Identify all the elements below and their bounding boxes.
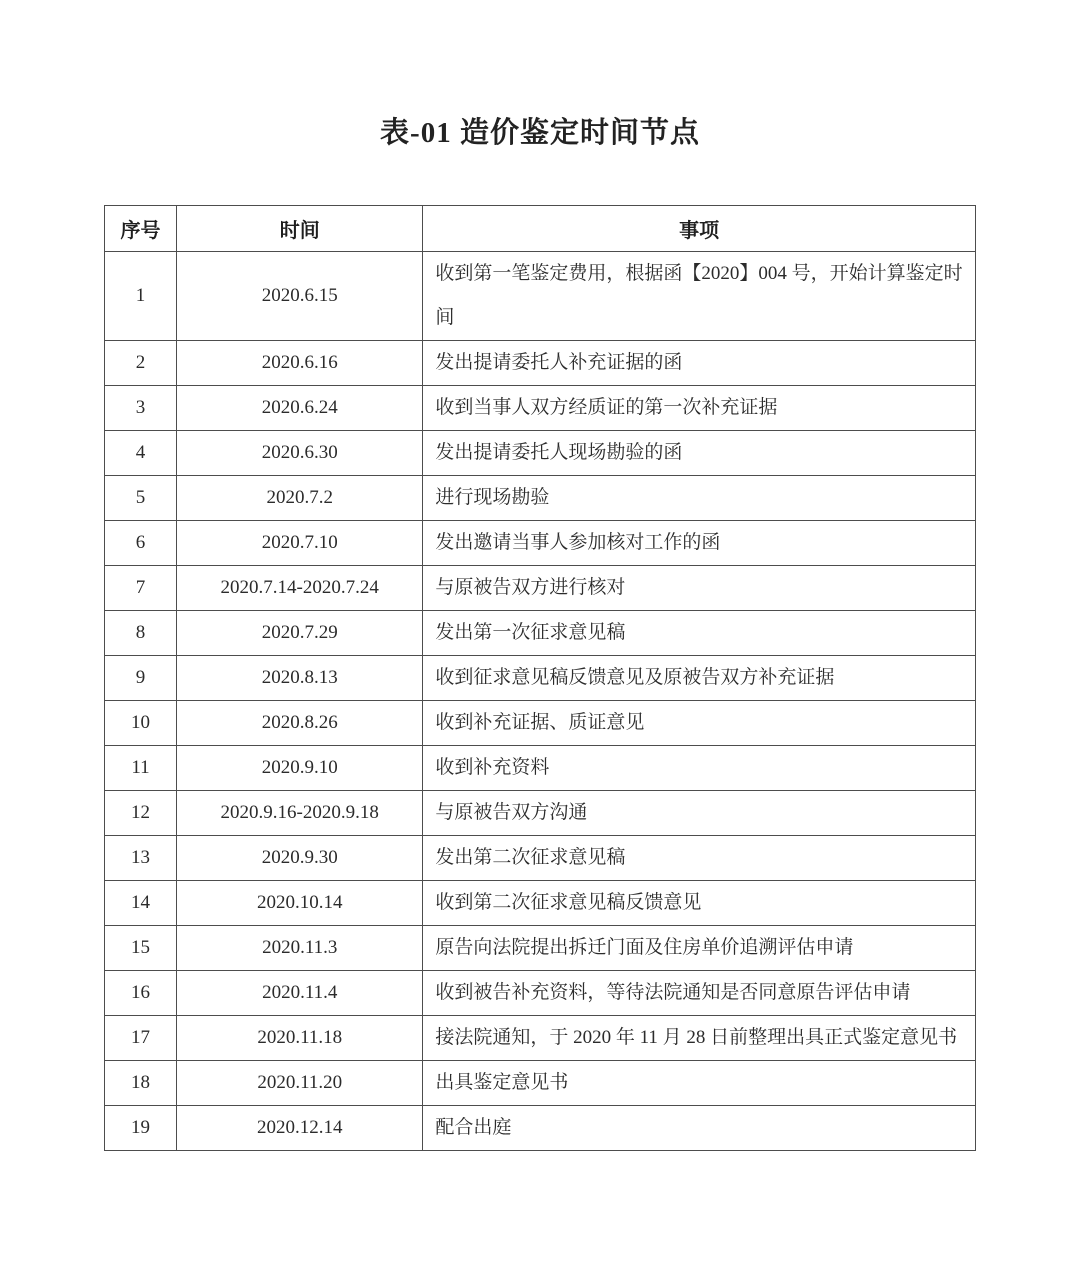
- row-serial-number: 8: [105, 611, 177, 656]
- row-serial-number: 3: [105, 386, 177, 431]
- table-row: [105, 926, 976, 971]
- table-row: [105, 836, 976, 881]
- table-row: [105, 1016, 976, 1061]
- row-time: 2020.6.24: [177, 386, 423, 431]
- table-header-row: [105, 206, 976, 252]
- table-row: [105, 476, 976, 521]
- row-item: 收到第一笔鉴定费用，根据函【2020】004 号，开始计算鉴定时间: [423, 252, 976, 341]
- row-item: 收到补充证据、质证意见: [423, 701, 976, 746]
- row-item: 出具鉴定意见书: [423, 1061, 976, 1106]
- row-serial-number: 10: [105, 701, 177, 746]
- table-row: [105, 701, 976, 746]
- row-item: 与原被告双方沟通: [423, 791, 976, 836]
- table-row: [105, 521, 976, 566]
- row-serial-number: 18: [105, 1061, 177, 1106]
- row-time: 2020.6.15: [177, 252, 423, 341]
- row-item: 发出提请委托人现场勘验的函: [423, 431, 976, 476]
- row-time: 2020.7.29: [177, 611, 423, 656]
- row-time: 2020.9.10: [177, 746, 423, 791]
- row-serial-number: 16: [105, 971, 177, 1016]
- table-row: [105, 1061, 976, 1106]
- row-time: 2020.11.20: [177, 1061, 423, 1106]
- row-item: 接法院通知，于 2020 年 11 月 28 日前整理出具正式鉴定意见书: [423, 1016, 976, 1061]
- row-serial-number: 19: [105, 1106, 177, 1151]
- table-row: [105, 252, 976, 341]
- row-serial-number: 12: [105, 791, 177, 836]
- row-serial-number: 6: [105, 521, 177, 566]
- row-time: 2020.7.2: [177, 476, 423, 521]
- row-serial-number: 14: [105, 881, 177, 926]
- row-item: 收到当事人双方经质证的第一次补充证据: [423, 386, 976, 431]
- row-time: 2020.11.3: [177, 926, 423, 971]
- row-serial-number: 11: [105, 746, 177, 791]
- table-row: [105, 611, 976, 656]
- row-serial-number: 13: [105, 836, 177, 881]
- table-row: [105, 971, 976, 1016]
- row-item: 收到第二次征求意见稿反馈意见: [423, 881, 976, 926]
- table-row: [105, 431, 976, 476]
- table-row: [105, 791, 976, 836]
- header-item: 事项: [423, 206, 976, 252]
- header-time: 时间: [177, 206, 423, 252]
- row-time: 2020.7.10: [177, 521, 423, 566]
- row-time: 2020.9.30: [177, 836, 423, 881]
- row-item: 收到补充资料: [423, 746, 976, 791]
- row-serial-number: 15: [105, 926, 177, 971]
- table-row: [105, 656, 976, 701]
- row-serial-number: 4: [105, 431, 177, 476]
- row-time: 2020.11.4: [177, 971, 423, 1016]
- table-row: [105, 566, 976, 611]
- row-item: 发出提请委托人补充证据的函: [423, 341, 976, 386]
- row-time: 2020.6.16: [177, 341, 423, 386]
- page-title: 表-01 造价鉴定时间节点: [380, 117, 700, 149]
- row-item: 与原被告双方进行核对: [423, 566, 976, 611]
- row-serial-number: 5: [105, 476, 177, 521]
- row-item: 发出邀请当事人参加核对工作的函: [423, 521, 976, 566]
- table-row: [105, 746, 976, 791]
- row-time: 2020.8.13: [177, 656, 423, 701]
- row-item: 发出第二次征求意见稿: [423, 836, 976, 881]
- row-time: 2020.9.16-2020.9.18: [177, 791, 423, 836]
- row-item: 发出第一次征求意见稿: [423, 611, 976, 656]
- row-time: 2020.7.14-2020.7.24: [177, 566, 423, 611]
- row-item: 收到被告补充资料，等待法院通知是否同意原告评估申请: [423, 971, 976, 1016]
- timeline-table: [104, 205, 976, 1151]
- row-serial-number: 2: [105, 341, 177, 386]
- row-item: 配合出庭: [423, 1106, 976, 1151]
- row-time: 2020.11.18: [177, 1016, 423, 1061]
- row-serial-number: 7: [105, 566, 177, 611]
- row-item: 进行现场勘验: [423, 476, 976, 521]
- row-item: 原告向法院提出拆迁门面及住房单价追溯评估申请: [423, 926, 976, 971]
- table-row: [105, 341, 976, 386]
- row-time: 2020.6.30: [177, 431, 423, 476]
- row-serial-number: 17: [105, 1016, 177, 1061]
- table-row: [105, 1106, 976, 1151]
- row-time: 2020.8.26: [177, 701, 423, 746]
- header-serial-number: 序号: [105, 206, 177, 252]
- table-row: [105, 881, 976, 926]
- row-time: 2020.10.14: [177, 881, 423, 926]
- row-item: 收到征求意见稿反馈意见及原被告双方补充证据: [423, 656, 976, 701]
- row-time: 2020.12.14: [177, 1106, 423, 1151]
- table-row: [105, 386, 976, 431]
- row-serial-number: 1: [105, 252, 177, 341]
- row-serial-number: 9: [105, 656, 177, 701]
